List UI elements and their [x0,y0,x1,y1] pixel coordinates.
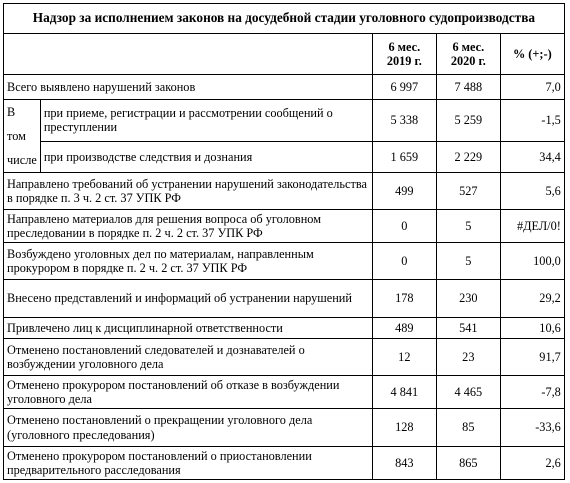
value-percent: -33,6 [500,409,564,447]
value-2020: 4 465 [436,376,500,409]
row-label: Отменено прокурором постановлений об отказе в возбуждении уголовного дела [4,376,373,409]
table-row [4,210,565,243]
table-row [4,280,565,318]
row-label: Отменено постановлений следователей и дознавателей о возбуждении уголовного дела [4,339,373,376]
row-label: Всего выявлено нарушений законов [4,75,373,100]
table-row [4,243,565,280]
header-percent: % (+;-) [500,34,564,75]
value-percent: 5,6 [500,173,564,210]
value-2020: 5 259 [436,100,500,142]
value-percent: 100,0 [500,243,564,280]
value-2019: 489 [372,318,436,339]
header-row [4,34,565,75]
value-2019: 5 338 [372,100,436,142]
value-2020: 2 229 [436,141,500,172]
table-title: Надзор за исполнением законов на досудебной стадии уголовного судопроизводства [4,4,565,34]
value-2020: 230 [436,280,500,318]
value-2019: 1 659 [372,141,436,172]
supervision-table [3,3,565,480]
value-2020: 5 [436,243,500,280]
table-row [4,339,565,376]
value-2019: 0 [372,243,436,280]
table-row [4,75,565,100]
table-row [4,447,565,480]
header-2020 [436,34,500,75]
value-2020: 23 [436,339,500,376]
in-that-number-line2: числе [7,153,37,167]
value-percent: -1,5 [500,100,564,142]
value-2020: 527 [436,173,500,210]
table-row [4,409,565,447]
header-empty-cell [4,34,373,75]
value-2019: 499 [372,173,436,210]
in-that-number-line1: В том [7,105,26,143]
row-label: Внесено представлений и информаций об устранении нарушений [4,280,373,318]
value-percent: 2,6 [500,447,564,480]
table-row [4,318,565,339]
title-row [4,4,565,34]
value-2020: 85 [436,409,500,447]
header-2020-line2: 2020 г. [450,54,486,68]
row-label: Направлено требований об устранении нарушений законодательства в порядке п. 3 ч. 2 ст. 37 УПК РФ [4,173,373,210]
value-percent: 29,2 [500,280,564,318]
value-2020: 541 [436,318,500,339]
header-2019-line1: 6 мес. [388,39,421,54]
value-2019: 843 [372,447,436,480]
value-2019: 0 [372,210,436,243]
value-2019: 4 841 [372,376,436,409]
value-2020: 5 [436,210,500,243]
value-2020: 7 488 [436,75,500,100]
row-label: Отменено постановлений о прекращении уголовного дела (уголовного преследования) [4,409,373,447]
in-that-number-cell [4,100,41,173]
header-2020-line1: 6 мес. [452,39,485,54]
row-label: Направлено материалов для решения вопроса об уголовном преследовании в порядке п. 2 ч. 2 ст. 37 УПК РФ [4,210,373,243]
value-2019: 12 [372,339,436,376]
table-row [4,141,565,172]
header-2019 [372,34,436,75]
value-percent: -7,8 [500,376,564,409]
table-row [4,173,565,210]
value-percent: 10,6 [500,318,564,339]
value-2020: 865 [436,447,500,480]
value-percent: 91,7 [500,339,564,376]
table-row [4,376,565,409]
row-label: при приеме, регистрации и рассмотрении сообщений о преступлении [40,100,372,142]
row-label: Привлечено лиц к дисциплинарной ответственности [4,318,373,339]
header-2019-line2: 2019 г. [386,54,422,68]
row-label: Отменено прокурором постановлений о приостановлении предварительного расследования [4,447,373,480]
value-2019: 6 997 [372,75,436,100]
value-2019: 128 [372,409,436,447]
value-percent: #ДЕЛ/0! [500,210,564,243]
value-percent: 7,0 [500,75,564,100]
value-2019: 178 [372,280,436,318]
table-row [4,100,565,142]
value-percent: 34,4 [500,141,564,172]
row-label: Возбуждено уголовных дел по материалам, направленным прокурором в порядке п. 2 ч. 2 ст. 37 УПК РФ [4,243,373,280]
row-label: при производстве следствия и дознания [40,141,372,172]
